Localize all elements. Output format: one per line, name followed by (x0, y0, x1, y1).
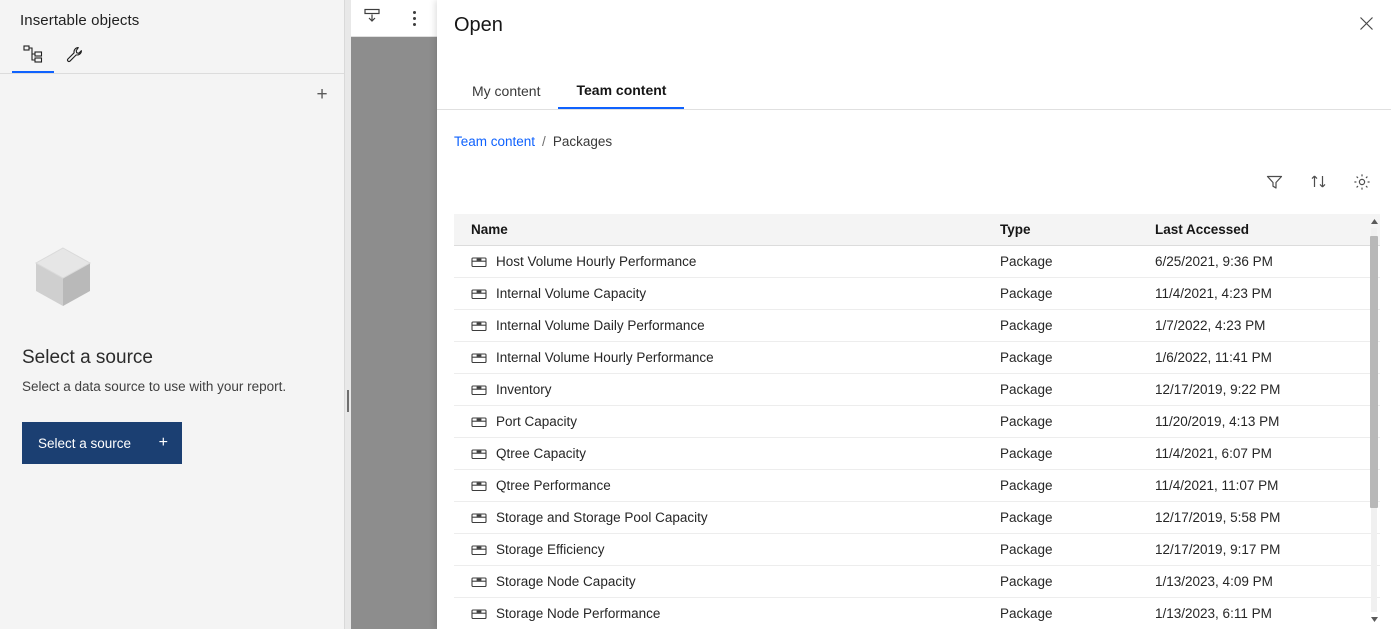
row-name-cell (454, 318, 1000, 334)
table-row[interactable] (454, 566, 1380, 598)
splitter-grip (347, 390, 349, 412)
settings-gear-icon (1353, 173, 1371, 196)
row-name-label: Storage Efficiency (496, 542, 605, 557)
table-row[interactable] (454, 598, 1380, 626)
package-icon (471, 254, 487, 270)
row-name-cell (454, 350, 1000, 366)
row-last-accessed-label: 11/4/2021, 4:23 PM (1155, 286, 1272, 301)
column-header-type[interactable]: Type (1000, 222, 1031, 237)
row-last-accessed-label: 12/17/2019, 5:58 PM (1155, 510, 1281, 525)
insertable-objects-panel (0, 0, 345, 629)
row-last-accessed-label: 1/6/2022, 11:41 PM (1155, 350, 1272, 365)
row-type-label: Package (1000, 382, 1053, 397)
row-name-label: Qtree Performance (496, 478, 611, 493)
row-name-cell (454, 542, 1000, 558)
table-row[interactable] (454, 342, 1380, 374)
package-icon (471, 286, 487, 302)
row-name-cell (454, 254, 1000, 270)
breadcrumb (454, 134, 612, 149)
add-source-button[interactable]: + (316, 83, 328, 105)
row-name-label: Host Volume Hourly Performance (496, 254, 697, 269)
row-last-accessed-label: 11/4/2021, 11:07 PM (1155, 478, 1279, 493)
empty-state-title: Select a source (22, 347, 153, 368)
report-canvas (351, 0, 437, 629)
table-row[interactable] (454, 438, 1380, 470)
breadcrumb-team-content[interactable]: Team content (454, 134, 536, 149)
dialog-title: Open (454, 14, 503, 36)
panel-title: Insertable objects (20, 12, 140, 29)
row-name-cell (454, 574, 1000, 590)
row-last-accessed-label: 6/25/2021, 9:36 PM (1155, 254, 1273, 269)
table-row[interactable] (454, 502, 1380, 534)
content-table (454, 214, 1380, 626)
row-type-label: Package (1000, 254, 1053, 269)
scroll-down-icon[interactable] (1368, 612, 1380, 626)
package-icon (471, 318, 487, 334)
more-options-icon (413, 11, 416, 26)
scroll-up-icon[interactable] (1368, 214, 1380, 228)
table-row[interactable] (454, 310, 1380, 342)
dialog-tab-bar (437, 72, 1391, 110)
list-scrollbar[interactable] (1368, 214, 1380, 626)
settings-button[interactable] (1351, 173, 1373, 195)
row-name-cell (454, 446, 1000, 462)
sort-button[interactable] (1307, 173, 1329, 195)
row-type-label: Package (1000, 350, 1053, 365)
package-icon (471, 574, 487, 590)
table-row[interactable] (454, 278, 1380, 310)
row-name-label: Storage Node Performance (496, 606, 661, 621)
table-row[interactable] (454, 374, 1380, 406)
column-header-name[interactable]: Name (471, 222, 508, 237)
table-body[interactable] (454, 246, 1380, 626)
panel-header (0, 0, 344, 36)
row-name-cell (454, 414, 1000, 430)
row-type-label: Package (1000, 446, 1053, 461)
select-a-source-label: Select a source (38, 435, 132, 451)
row-name-cell (454, 606, 1000, 622)
scrollbar-thumb[interactable] (1370, 236, 1378, 508)
sidebar-item-toolbox[interactable] (54, 36, 96, 73)
row-name-label: Internal Volume Capacity (496, 286, 647, 301)
insert-table-icon (363, 7, 381, 30)
row-last-accessed-label: 12/17/2019, 9:22 PM (1155, 382, 1281, 397)
package-icon (471, 478, 487, 494)
row-name-cell (454, 478, 1000, 494)
more-options-button[interactable] (393, 0, 435, 36)
row-type-label: Package (1000, 606, 1053, 621)
panel-tab-bar (0, 36, 344, 74)
package-icon (471, 414, 487, 430)
row-name-cell (454, 286, 1000, 302)
table-row[interactable] (454, 534, 1380, 566)
row-type-label: Package (1000, 478, 1053, 493)
row-name-label: Storage Node Capacity (496, 574, 636, 589)
close-icon[interactable] (1351, 8, 1381, 38)
row-last-accessed-label: 1/13/2023, 4:09 PM (1155, 574, 1273, 589)
panel-body (0, 74, 344, 629)
package-icon (471, 350, 487, 366)
row-name-cell (454, 382, 1000, 398)
row-last-accessed-label: 11/20/2019, 4:13 PM (1155, 414, 1280, 429)
row-type-label: Package (1000, 574, 1053, 589)
row-name-label: Inventory (496, 382, 552, 397)
open-dialog (437, 0, 1391, 629)
package-icon (471, 510, 487, 526)
plus-icon: + (158, 434, 168, 451)
package-icon (471, 382, 487, 398)
row-type-label: Package (1000, 542, 1053, 557)
row-type-label: Package (1000, 414, 1053, 429)
cube-icon (22, 234, 325, 321)
filter-icon (1266, 174, 1283, 195)
tab-my-content[interactable]: My content (472, 82, 541, 99)
row-type-label: Package (1000, 286, 1053, 301)
row-name-label: Port Capacity (496, 414, 578, 429)
tab-team-content[interactable]: Team content (558, 72, 684, 109)
row-last-accessed-label: 1/7/2022, 4:23 PM (1155, 318, 1266, 333)
table-row[interactable] (454, 246, 1380, 278)
empty-state-subtitle: Select a data source to use with your report. (22, 379, 287, 394)
row-name-label: Internal Volume Hourly Performance (496, 350, 714, 365)
breadcrumb-separator: / (542, 134, 546, 149)
package-icon (471, 446, 487, 462)
row-last-accessed-label: 12/17/2019, 9:17 PM (1155, 542, 1281, 557)
row-name-label: Storage and Storage Pool Capacity (496, 510, 708, 525)
breadcrumb-packages: Packages (552, 134, 613, 149)
canvas-toolbar (351, 0, 437, 37)
wrench-icon (65, 45, 85, 65)
list-actions (1263, 173, 1373, 195)
empty-state (0, 234, 345, 464)
insert-table-button[interactable] (351, 0, 393, 36)
sidebar-item-data-sources[interactable] (12, 36, 54, 73)
row-last-accessed-label: 11/4/2021, 6:07 PM (1155, 446, 1272, 461)
filter-button[interactable] (1263, 173, 1285, 195)
table-row[interactable] (454, 406, 1380, 438)
row-name-label: Internal Volume Daily Performance (496, 318, 705, 333)
select-a-source-button[interactable] (22, 422, 182, 464)
column-header-last-accessed[interactable]: Last Accessed (1155, 222, 1250, 237)
package-icon (471, 606, 487, 622)
row-last-accessed-label: 1/13/2023, 6:11 PM (1155, 606, 1272, 621)
row-name-cell (454, 510, 1000, 526)
row-name-label: Qtree Capacity (496, 446, 587, 461)
package-icon (471, 542, 487, 558)
data-tree-icon (23, 45, 43, 63)
sort-icon (1310, 173, 1327, 195)
row-type-label: Package (1000, 318, 1053, 333)
table-row[interactable] (454, 470, 1380, 502)
row-type-label: Package (1000, 510, 1053, 525)
table-header-row (454, 214, 1380, 246)
